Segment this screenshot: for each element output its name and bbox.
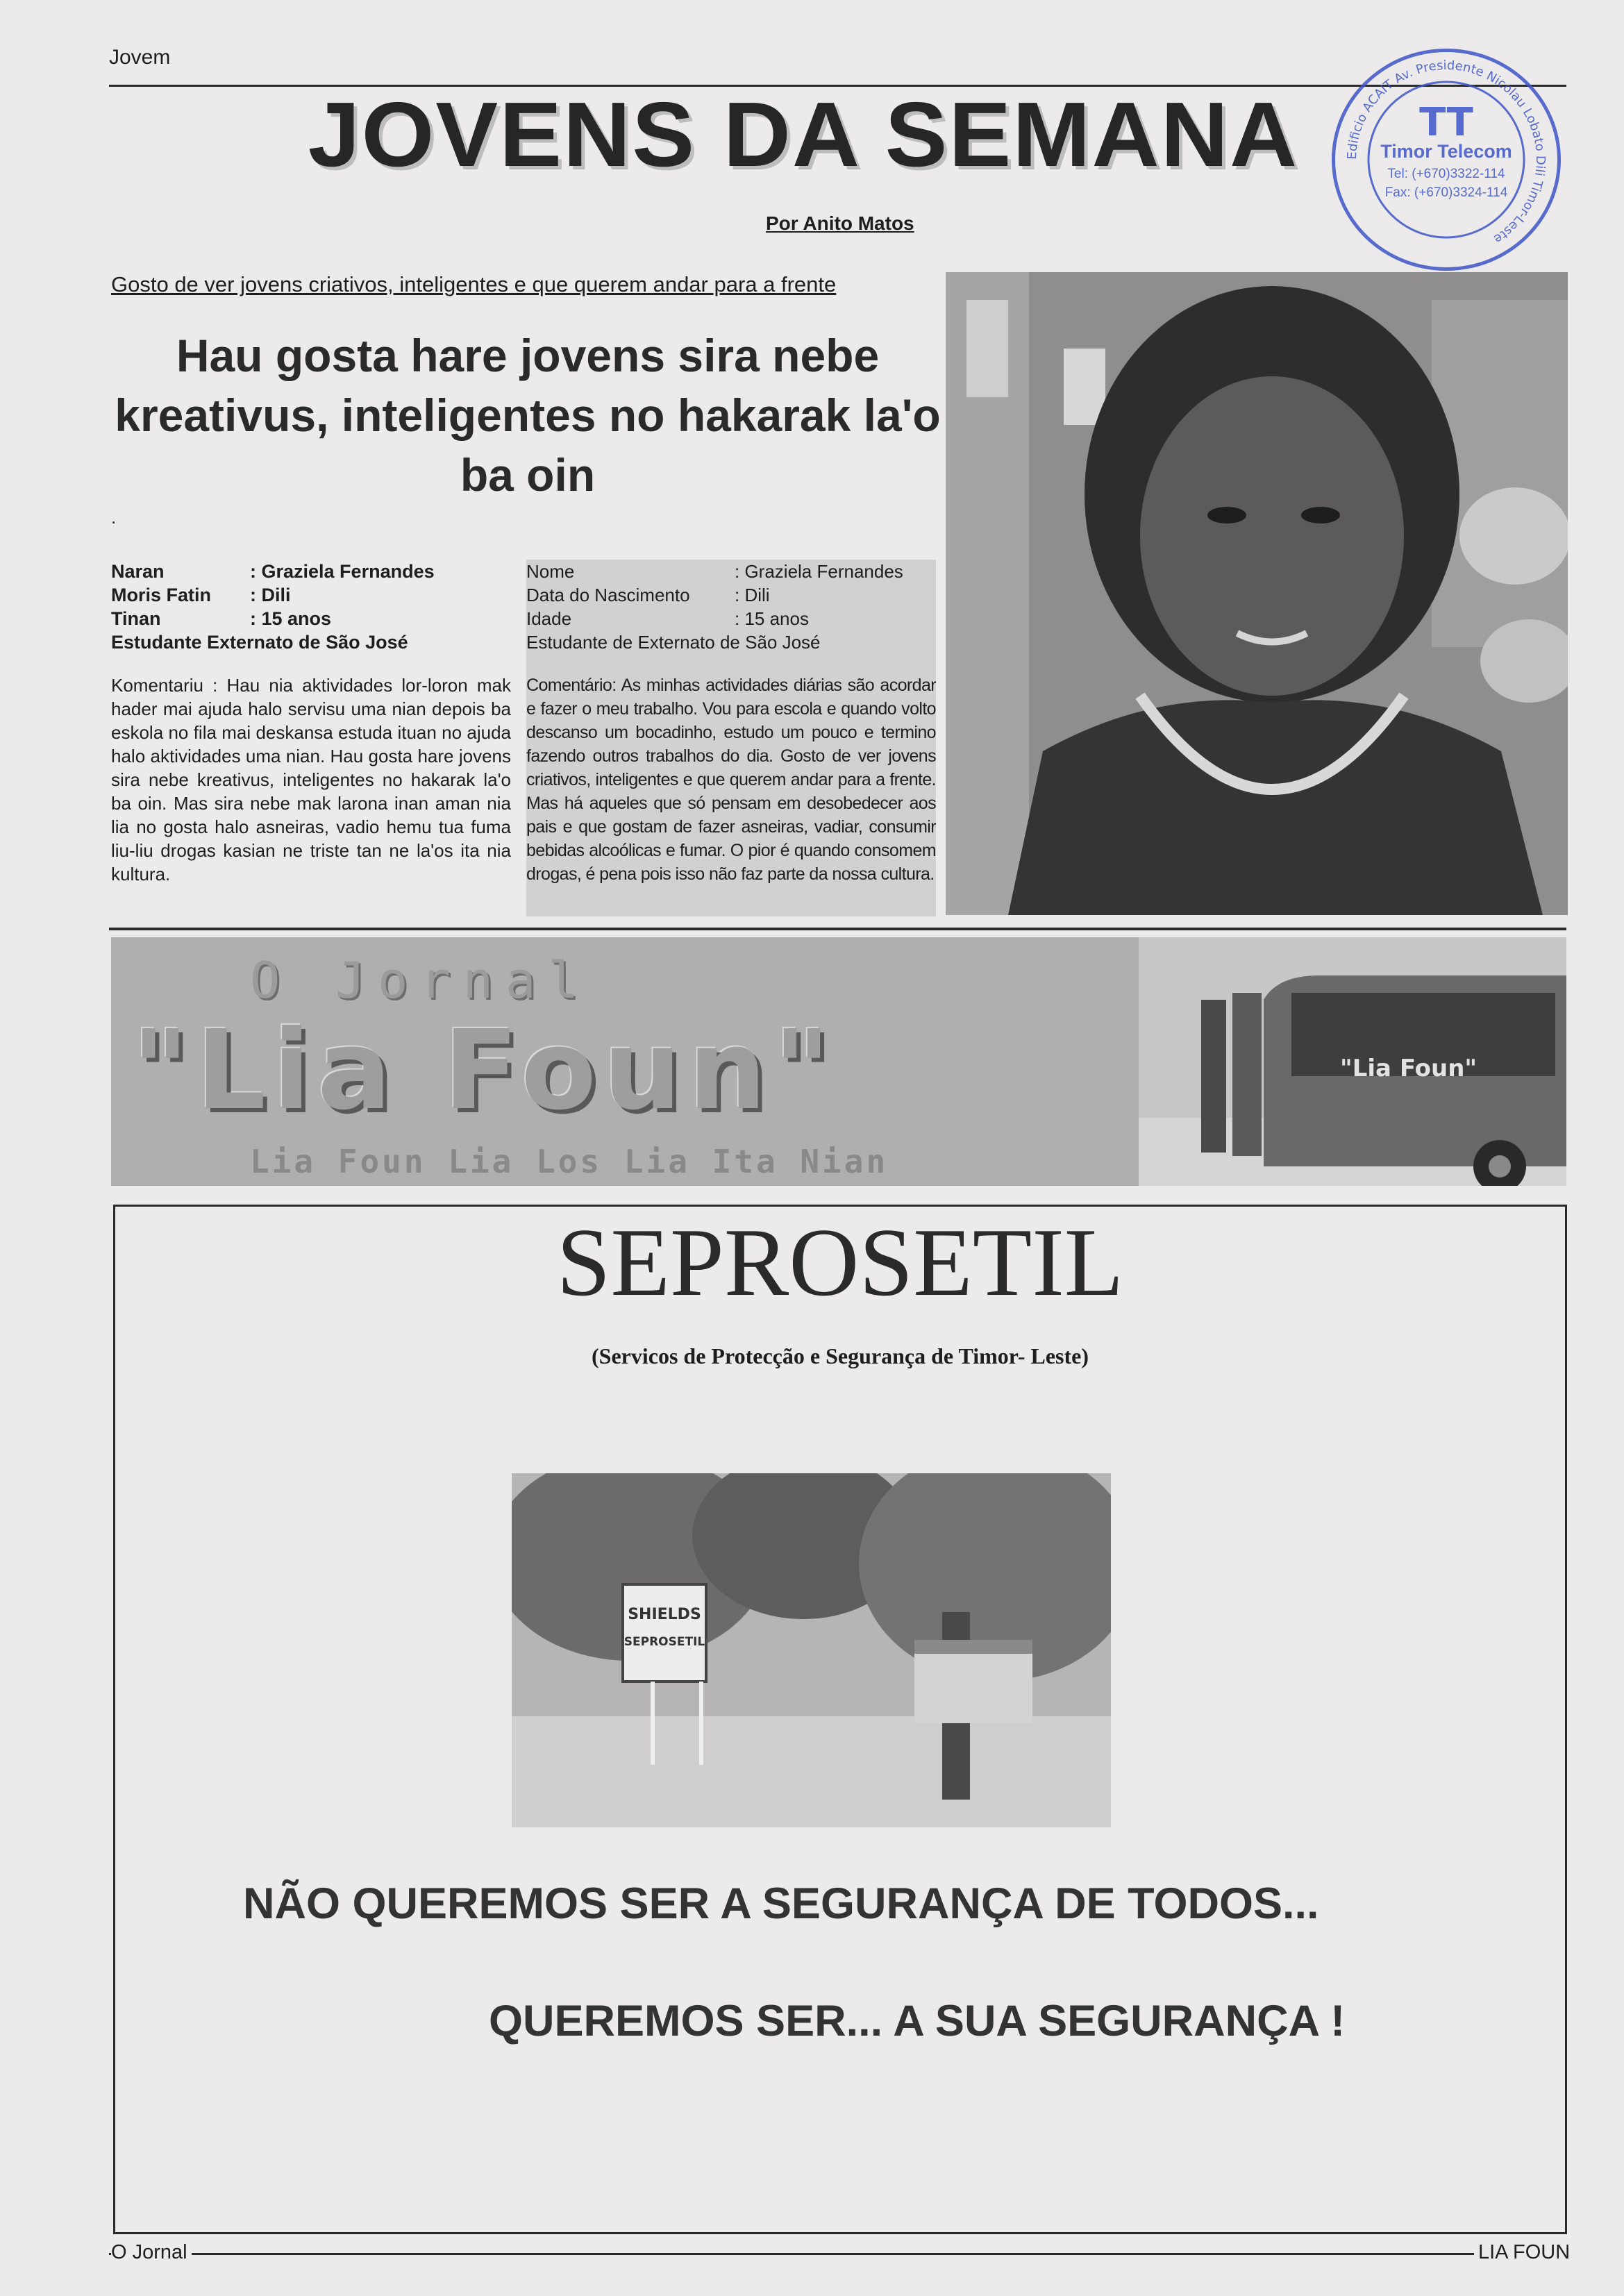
office-photo: [512, 1473, 1111, 1827]
field-value: : Dili: [250, 585, 291, 605]
banner-line1: O Jornal: [250, 951, 591, 1009]
field-row: [526, 607, 936, 630]
stamp-fax: Fax: (+670)3324-114: [1384, 185, 1508, 200]
fields-portuguese: [526, 560, 936, 654]
bullet-mark: .: [111, 507, 117, 528]
banner-line3: Lia Foun Lia Los Lia Ita Nian: [250, 1143, 889, 1180]
page-title: JOVENS DA SEMANA: [308, 83, 1299, 185]
footer-left: O Jornal: [111, 2241, 192, 2264]
field-label: Naran: [111, 561, 165, 582]
field-value: : 15 anos: [735, 608, 809, 629]
slogan-line2: QUEREMOS SER... A SUA SEGURANÇA !: [489, 1997, 1346, 2045]
field-value: : 15 anos: [250, 608, 332, 629]
sign-line2: SEPROSETIL: [623, 1635, 705, 1649]
field-row: [526, 560, 936, 583]
stamp-tel: Tel: (+670)3322-114: [1387, 167, 1505, 181]
company-stamp: [1332, 49, 1561, 271]
field-row: [526, 583, 936, 607]
field-label: Data do Nascimento: [526, 585, 690, 605]
field-row: [111, 607, 514, 630]
field-label: Tinan: [111, 608, 161, 629]
sign-line1: SHIELDS: [628, 1606, 701, 1623]
field-row: [111, 560, 514, 583]
stamp-brand: Timor Telecom: [1380, 141, 1512, 162]
field-label: Nome: [526, 561, 575, 582]
footer-rule: [109, 2253, 1566, 2255]
school-portuguese: Estudante de Externato de São José: [526, 632, 821, 653]
school-tetum: Estudante Externato de São José: [111, 632, 408, 653]
field-value: : Dili: [735, 585, 770, 605]
van-text: "Lia Foun": [1340, 1055, 1477, 1082]
slogan-line1: NÃO QUEREMOS SER A SEGURANÇA DE TODOS...: [243, 1879, 1319, 1928]
stamp-ring-text: Edificio ACAIT Av. Presidente Nicolau Lobato Dili Timor-Leste: [1344, 58, 1548, 246]
field-label: Moris Fatin: [111, 585, 212, 605]
lia-foun-banner: [111, 937, 1566, 1186]
fields-tetum: [111, 560, 514, 654]
article-kicker: Gosto de ver jovens criativos, inteligentes e que querem andar para a frente: [111, 272, 837, 296]
byline: Por Anito Matos: [766, 212, 914, 234]
field-value: : Graziela Fernandes: [735, 561, 903, 582]
footer-right: LIA FOUN: [1474, 2241, 1570, 2264]
field-value: : Graziela Fernandes: [250, 561, 435, 582]
office-illustration: [512, 1473, 1111, 1827]
field-label: Idade: [526, 608, 572, 629]
ad-subtitle: (Servicos de Protecção e Segurança de Timor- Leste): [592, 1343, 1089, 1368]
portrait-photo: [946, 272, 1568, 915]
field-row: [111, 583, 514, 607]
article-headline: Hau gosta hare jovens sira nebe kreativus, inteligentes no hakarak la'o ba oin: [115, 330, 941, 501]
svg-text:TT: TT: [1419, 100, 1473, 145]
ad-title: SEPROSETIL: [556, 1209, 1124, 1316]
portrait-illustration: [946, 272, 1568, 915]
body-portuguese: Comentário: As minhas actividades diárias são acordar e fazer o meu trabalho. Vou para escola e quando volto descanso um bocadinho, estudo um pouco e termino fazendo outros trabalhos do dia. Gosto de ver jovens criativos, inteligentes e que querem andar para a frente. Mas há aqueles que só pensam em desobedecer aos pais e que gostam de fazer asneiras, vadiar, consumir bebidas alcoólicas e fumar. O pior é quando consomem drogas, é pena pois isso não faz parte da nossa cultura.: [526, 676, 936, 884]
body-tetum: Komentariu : Hau nia aktividades lor-loron mak hader mai ajuda halo servisu uma nian depois ba eskola no fila mai deskansa estuda ituan no ajuda halo aktividades uma nian. Hau gosta hare jovens sira nebe kreativus, inteligentes no hakarak la'o ba oin. Mas sira nebe mak larona inan aman nia lia no gosta halo asneiras, vadio hemu tua fuma liu-liu drogas kasian ne triste tan ne la'os ita nia kultura.: [111, 675, 511, 885]
van-illustration: [1139, 937, 1566, 1186]
section-rule: [109, 928, 1566, 930]
banner-line2: "Lia Foun": [132, 1007, 838, 1134]
section-label: Jovem: [109, 46, 171, 69]
